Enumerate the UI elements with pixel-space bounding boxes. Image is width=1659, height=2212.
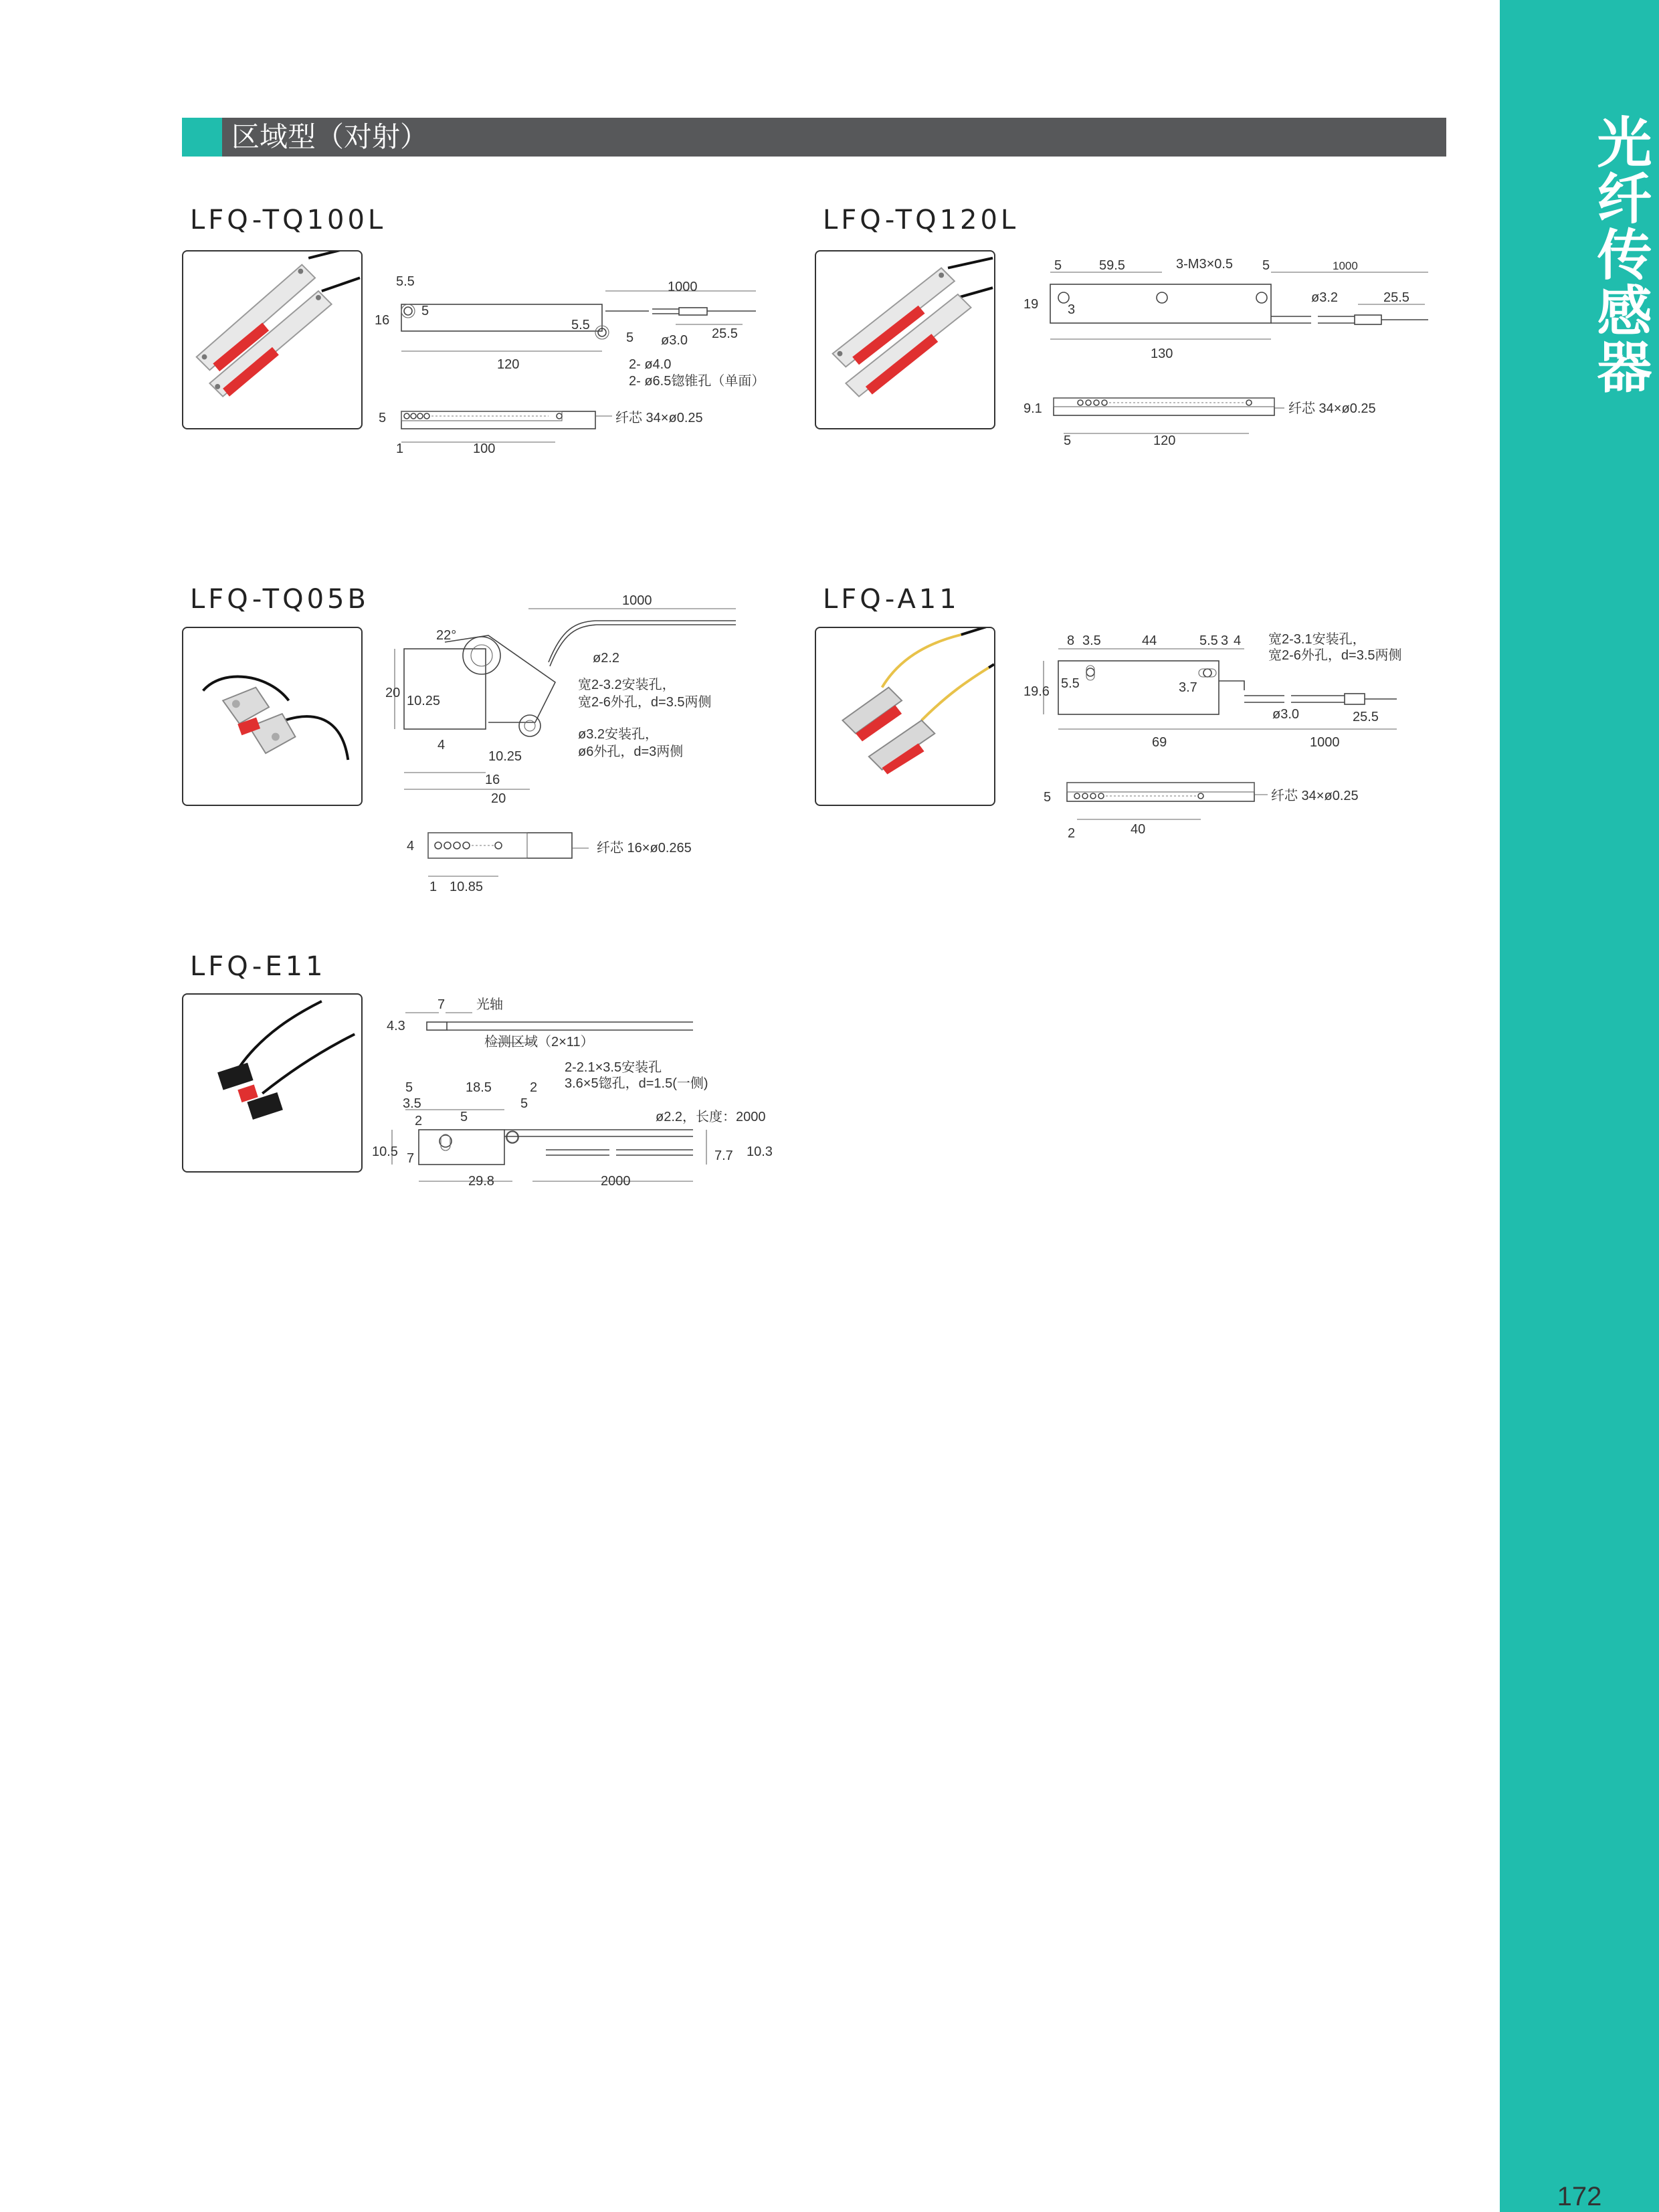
- dim-text: 7: [437, 997, 446, 1012]
- dim-text: 3.5: [403, 1096, 421, 1111]
- drawing-a11: [1023, 629, 1438, 849]
- dim-text: 20: [385, 686, 401, 700]
- dim-text: 5: [626, 330, 634, 345]
- dim-text: 18.5: [466, 1080, 492, 1095]
- dim-text: 8: [1067, 633, 1075, 648]
- dim-text: ø2.2: [593, 651, 620, 666]
- dim-text: 7.7: [714, 1148, 733, 1163]
- dim-text: 5: [1262, 258, 1270, 273]
- dim-text: 1: [429, 880, 437, 894]
- dim-text: 宽2-3.1安装孔，: [1268, 632, 1366, 647]
- dim-text: 10.25: [488, 749, 522, 764]
- dim-text: 3.6×5锪孔，d=1.5(一侧): [565, 1076, 708, 1091]
- dim-text: 3: [1221, 633, 1229, 648]
- dim-text: 5: [1064, 433, 1072, 448]
- dim-text: 100: [473, 441, 496, 456]
- dim-text: 10.85: [450, 880, 484, 894]
- dim-text: 9.1: [1023, 401, 1042, 416]
- model-title-e11: LFQ-E11: [190, 951, 326, 982]
- dim-text: 120: [497, 357, 520, 372]
- dim-text: 7: [407, 1151, 415, 1166]
- dim-text: 1000: [1333, 260, 1358, 272]
- dim-text: 1000: [668, 280, 698, 294]
- dim-text: 19.6: [1023, 684, 1050, 699]
- dim-text: ø6外孔，d=3两侧: [578, 744, 684, 759]
- dim-text: 5: [1054, 258, 1062, 273]
- dim-text: 59.5: [1099, 258, 1125, 273]
- dim-text: 25.5: [1353, 710, 1379, 724]
- dim-text: 5: [379, 411, 387, 425]
- product-photo-tq120l: [815, 250, 995, 429]
- dim-text: 3-M3×0.5: [1176, 257, 1234, 272]
- model-title-tq05b: LFQ-TQ05B: [190, 584, 369, 615]
- dim-text: 光轴: [476, 997, 503, 1012]
- dim-text: 5.5: [1061, 676, 1080, 691]
- dim-text: 10.25: [407, 694, 441, 708]
- dim-text: 纤芯 34×ø0.25: [615, 411, 703, 425]
- dim-text: 5: [1044, 790, 1052, 805]
- dim-text: 16: [375, 313, 390, 328]
- dim-text: 4.3: [387, 1019, 405, 1033]
- dim-text: 1: [396, 441, 404, 456]
- dim-text: 2: [415, 1114, 423, 1128]
- dim-text: 3: [1068, 302, 1076, 317]
- dim-text: 5: [421, 304, 429, 318]
- dim-text: 19: [1023, 297, 1039, 312]
- section-accent: [182, 118, 222, 157]
- dim-text: 120: [1153, 433, 1176, 448]
- dim-text: 纤芯 16×ø0.265: [597, 841, 692, 856]
- dim-text: ø3.0: [1272, 707, 1300, 722]
- drawing-tq100l: [375, 271, 776, 465]
- product-photo-tq05b: [182, 627, 363, 806]
- product-photo-e11: [182, 993, 363, 1173]
- dim-text: 40: [1131, 822, 1146, 837]
- section-title: 区域型（对射）: [231, 120, 429, 153]
- dim-text: 10.5: [372, 1144, 398, 1159]
- model-title-tq100l: LFQ-TQ100L: [190, 205, 387, 235]
- dim-text: 宽2-3.2安装孔，: [578, 678, 676, 692]
- dim-text: 3.7: [1179, 680, 1197, 695]
- dim-text: 2- ø4.0: [629, 357, 672, 372]
- dim-text: 纤芯 34×ø0.25: [1271, 789, 1359, 803]
- dim-text: 5.5: [1199, 633, 1218, 648]
- dim-text: 130: [1151, 346, 1173, 361]
- dim-text: 29.8: [468, 1174, 494, 1189]
- dim-text: 5: [460, 1110, 468, 1124]
- dim-text: 10.3: [747, 1144, 773, 1159]
- dim-text: 25.5: [712, 326, 738, 341]
- model-title-tq120l: LFQ-TQ120L: [823, 205, 1019, 235]
- dim-text: 4: [1234, 633, 1242, 648]
- product-photo-a11: [815, 627, 995, 806]
- dim-text: 5: [520, 1096, 528, 1111]
- page-number: 172: [1557, 2182, 1602, 2211]
- dim-text: 16: [485, 773, 500, 787]
- dim-text: 2: [1068, 826, 1076, 841]
- drawing-tq05b: [375, 589, 776, 903]
- dim-text: 44: [1142, 633, 1157, 648]
- category-sidebar: [1500, 0, 1659, 2212]
- dim-text: 宽2-6外孔，d=3.5两侧: [578, 695, 712, 710]
- drawing-e11: [372, 993, 787, 1193]
- dim-text: ø3.0: [661, 333, 688, 348]
- dim-text: 5.5: [571, 318, 590, 332]
- category-title: 光纤传感器: [1588, 114, 1652, 395]
- dim-text: 4: [407, 839, 415, 853]
- model-title-a11: LFQ-A11: [823, 584, 960, 615]
- dim-text: 纤芯 34×ø0.25: [1288, 401, 1376, 416]
- dim-text: 2-2.1×3.5安装孔: [565, 1060, 662, 1075]
- dim-text: ø3.2: [1311, 290, 1339, 305]
- dim-text: 25.5: [1383, 290, 1409, 305]
- dim-text: 1000: [1310, 735, 1340, 750]
- dim-text: 5.5: [396, 274, 415, 289]
- dim-text: ø2.2，长度：2000: [656, 1110, 766, 1124]
- dim-text: 69: [1152, 735, 1167, 750]
- dim-text: 20: [491, 791, 506, 806]
- dim-text: ø3.2安装孔，: [578, 727, 659, 742]
- dim-text: 3.5: [1082, 633, 1101, 648]
- dim-text: 宽2-6外孔，d=3.5两侧: [1268, 648, 1402, 663]
- dim-text: 2000: [601, 1174, 631, 1189]
- dim-text: 检测区域（2×11）: [484, 1035, 594, 1049]
- dim-text: 5: [405, 1080, 413, 1095]
- dim-text: 1000: [622, 593, 652, 608]
- drawing-tq120l: [1023, 258, 1438, 458]
- dim-text: 22°: [436, 628, 457, 643]
- section-header: [182, 118, 1446, 157]
- dim-text: 2- ø6.5锪锥孔（单面）: [629, 374, 765, 389]
- dim-text: 2: [530, 1080, 538, 1095]
- dim-text: 4: [437, 738, 446, 752]
- product-photo-tq100l: [182, 250, 363, 429]
